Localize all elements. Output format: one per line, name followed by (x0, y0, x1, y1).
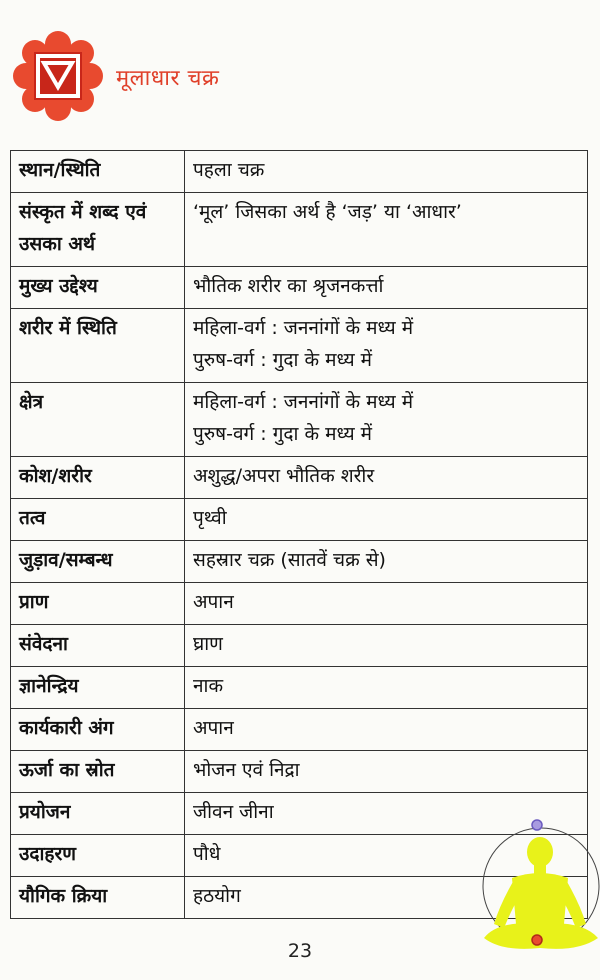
row-label: यौगिक क्रिया (11, 877, 185, 919)
row-value (185, 267, 588, 309)
table-row (11, 667, 588, 709)
row-label: संवेदना (11, 625, 185, 667)
row-value (185, 541, 588, 583)
row-value-line: भौतिक शरीर का श्रृजनकर्त्ता (193, 275, 384, 297)
table-row (11, 267, 588, 309)
row-value (185, 709, 588, 751)
row-label: ऊर्जा का स्रोत (11, 751, 185, 793)
row-value-line: नाक (193, 675, 224, 697)
row-label: मुख्य उद्देश्य (11, 267, 185, 309)
row-label: प्राण (11, 583, 185, 625)
row-label: कोश/शरीर (11, 457, 185, 499)
row-value (185, 625, 588, 667)
row-value (185, 499, 588, 541)
row-value-line: हठयोग (193, 885, 241, 907)
table-row (11, 583, 588, 625)
row-value (185, 193, 588, 267)
table-row (11, 457, 588, 499)
row-value-line: भोजन एवं निद्रा (193, 759, 300, 781)
row-label: स्थान/स्थिति (11, 151, 185, 193)
page-title: मूलाधार चक्र (116, 66, 220, 91)
row-value-line: सहस्रार चक्र (सातवें चक्र से) (193, 549, 386, 571)
row-value-line: घ्राण (193, 633, 223, 655)
row-value-line: पौधे (193, 843, 221, 865)
table-row (11, 499, 588, 541)
row-label: जुड़ाव/सम्बन्ध (11, 541, 185, 583)
row-value-line: पुरुष-वर्ग : गुदा के मध्य में (193, 349, 373, 371)
muladhara-chakra-icon (8, 26, 108, 126)
table-row (11, 709, 588, 751)
table-row (11, 151, 588, 193)
row-value (185, 383, 588, 457)
page-header (0, 0, 600, 130)
table-row (11, 383, 588, 457)
row-label: शरीर में स्थिति (11, 309, 185, 383)
table-row (11, 751, 588, 793)
table-row (11, 541, 588, 583)
chakra-properties-table (10, 150, 588, 919)
row-value-line: पृथ्वी (193, 507, 227, 529)
row-label: कार्यकारी अंग (11, 709, 185, 751)
row-value (185, 309, 588, 383)
row-value-line: अशुद्ध/अपरा भौतिक शरीर (193, 465, 375, 487)
row-value-line: महिला-वर्ग : जननांगों के मध्य में (193, 391, 414, 413)
row-label: क्षेत्र (11, 383, 185, 457)
row-value-line: ‘मूल’ जिसका अर्थ है ‘जड़’ या ‘आधार’ (193, 201, 462, 223)
row-label: ज्ञानेन्द्रिय (11, 667, 185, 709)
row-value (185, 583, 588, 625)
row-label: संस्कृत में शब्द एवं उसका अर्थ (11, 193, 185, 267)
page-number: 23 (287, 940, 313, 962)
row-value (185, 667, 588, 709)
row-value-line: महिला-वर्ग : जननांगों के मध्य में (193, 317, 414, 339)
table-row (11, 309, 588, 383)
row-value (185, 151, 588, 193)
row-value-line: पहला चक्र (193, 159, 265, 181)
row-value (185, 457, 588, 499)
row-value-line: अपान (193, 591, 234, 613)
row-value-line: पुरुष-वर्ग : गुदा के मध्य में (193, 423, 373, 445)
row-value (185, 751, 588, 793)
table-row (11, 625, 588, 667)
row-label: प्रयोजन (11, 793, 185, 835)
row-value-line: अपान (193, 717, 234, 739)
row-value-line: जीवन जीना (193, 801, 274, 823)
row-label: तत्व (11, 499, 185, 541)
table-row (11, 193, 588, 267)
row-label: उदाहरण (11, 835, 185, 877)
